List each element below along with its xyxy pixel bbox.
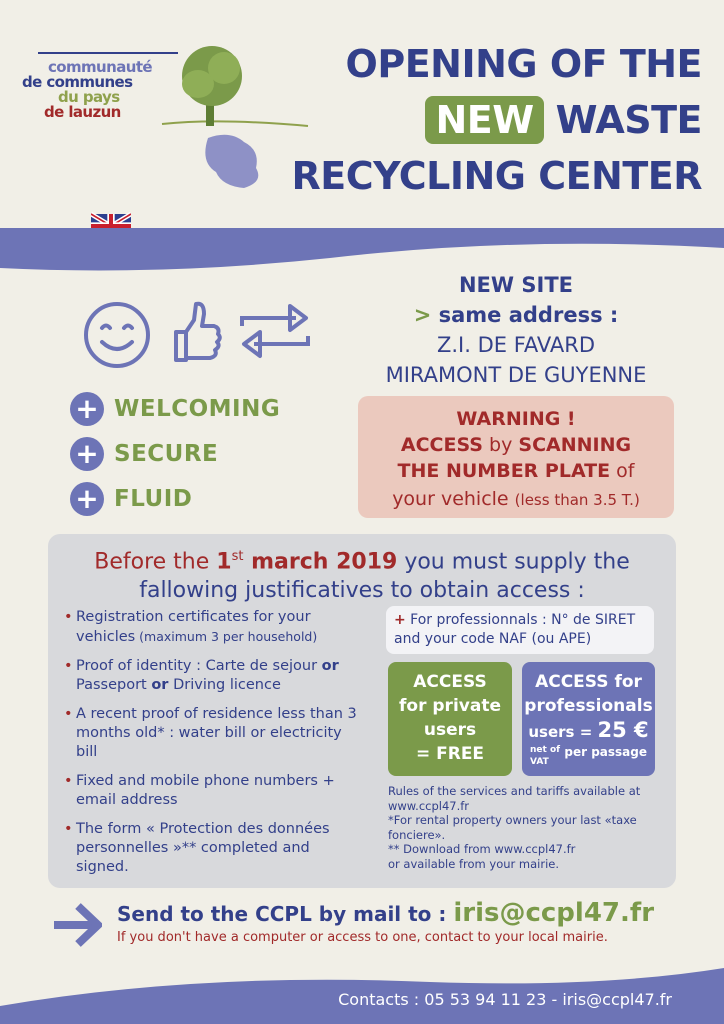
send-subtext: If you don't have a computer or access to one, contact to your local mairie.: [117, 930, 608, 945]
feature-label: SECURE: [114, 441, 219, 467]
list-item: • Fixed and mobile phone numbers + email address: [64, 772, 364, 810]
contacts-footer: Contacts : 05 53 94 11 23 - iris@ccpl47.fr: [338, 990, 672, 1009]
requirements-title: Before the 1st march 2019 you must supply the fallowing justificatives to obtain access :: [94, 549, 630, 604]
site-town: MIRAMONT DE GUYENNE: [385, 363, 647, 387]
warning-box: [358, 396, 674, 518]
feature-label: WELCOMING: [114, 396, 281, 422]
email-link[interactable]: iris@ccpl47.fr: [453, 898, 655, 928]
send-instruction: Send to the CCPL by mail to : iris@ccpl47.fr: [117, 898, 655, 928]
warning-title: WARNING !: [456, 408, 576, 430]
logo-rule: [38, 52, 178, 54]
page-title: [272, 36, 702, 204]
logo-line-2: de communes: [22, 73, 133, 91]
title-line-3: RECYCLING CENTER: [291, 154, 702, 198]
feature-welcoming: [70, 392, 280, 426]
logo-line-3: du pays: [58, 88, 120, 106]
top-wave-band: [0, 228, 724, 276]
feature-secure: [70, 437, 218, 471]
footnotes: Rules of the services and tariffs available at www.ccpl47.fr *For rental property owners your last «taxe fonciere». ** Download from www.ccpl47.fr or available from your mairie.: [388, 784, 641, 871]
access-private-box: ACCESS for private users = FREE: [388, 662, 512, 776]
swap-arrows-icon: [238, 300, 312, 362]
title-line-2: [272, 92, 702, 148]
list-item: • Registration certificates for your vehicles (maximum 3 per household): [64, 608, 364, 647]
plus-icon: +: [70, 392, 104, 426]
new-badge: NEW: [425, 96, 543, 144]
warning-line-3: THE NUMBER PLATE of: [397, 460, 635, 482]
title-waste: WASTE: [555, 98, 702, 142]
logo: [22, 60, 152, 120]
feature-label: FLUID: [114, 486, 193, 512]
title-line-1: OPENING OF THE: [345, 42, 702, 86]
site-street: Z.I. DE FAVARD: [436, 333, 596, 357]
professionals-note: + For professionnals : N° de SIRET and your code NAF (ou APE): [386, 606, 654, 654]
plus-icon: +: [70, 482, 104, 516]
warning-line-2: ACCESS by SCANNING: [400, 434, 632, 456]
list-item: • Proof of identity : Carte de sejour or Passeport or Driving licence: [64, 657, 364, 695]
site-heading: NEW SITE: [458, 273, 573, 297]
site-same-address: > same address :: [413, 303, 619, 327]
thumbs-up-icon: [170, 298, 222, 364]
site-address: [356, 270, 676, 390]
logo-line-1: communauté: [48, 58, 152, 76]
warning-line-4: your vehicle (less than 3.5 T.): [392, 488, 640, 510]
feature-fluid: [70, 482, 192, 516]
access-professionals-box: ACCESS for professionals users = 25 € net of VAT per passage: [522, 662, 655, 776]
smiley-icon: [82, 300, 152, 370]
list-item: • The form « Protection des données personnelles »** completed and signed.: [64, 820, 364, 877]
arrow-right-icon: [52, 902, 102, 948]
list-item: • A recent proof of residence less than 3 months old* : water bill or electricity bill: [64, 705, 364, 762]
requirements-list: [64, 608, 364, 887]
logo-line-4: de lauzun: [44, 103, 121, 121]
plus-icon: +: [70, 437, 104, 471]
